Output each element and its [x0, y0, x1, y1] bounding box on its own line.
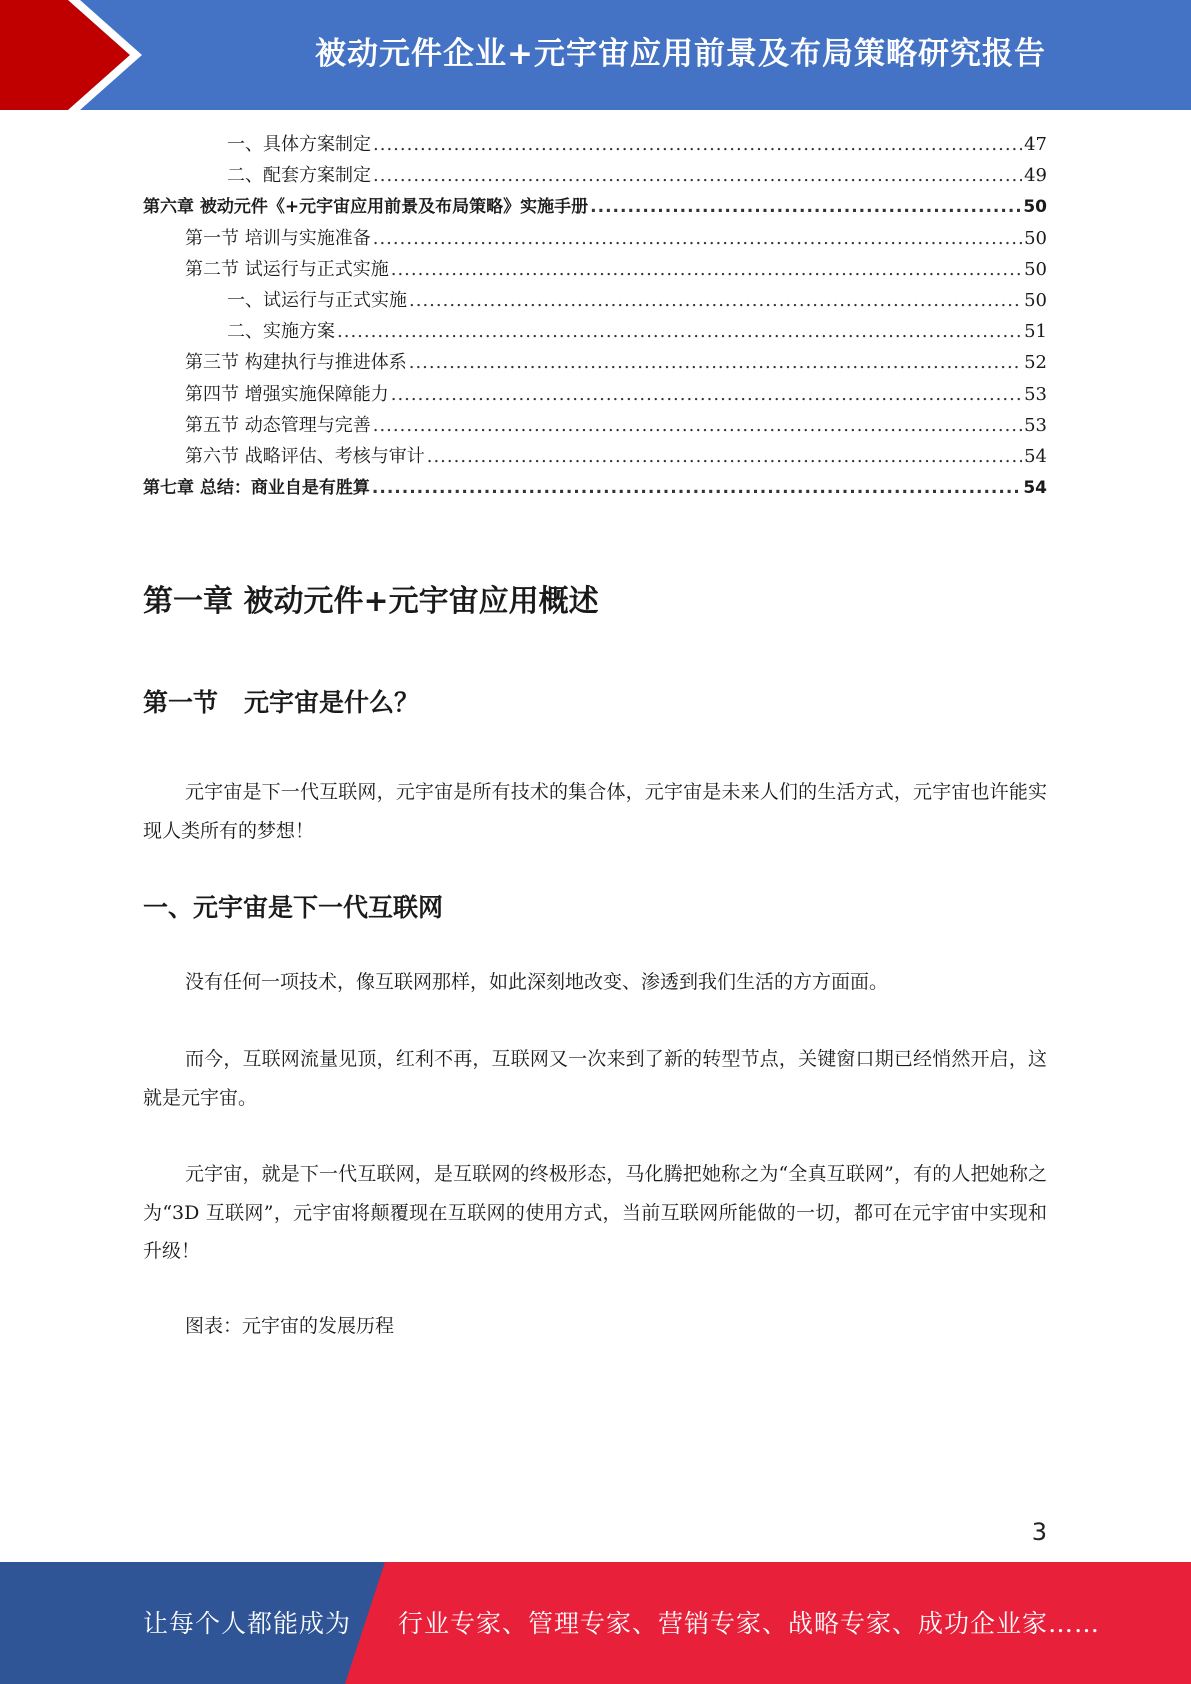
toc-entry-page: 54	[1023, 478, 1047, 499]
toc-entry[interactable]	[143, 130, 1047, 161]
toc-leader-dots	[373, 134, 1022, 155]
toc-entry[interactable]	[143, 286, 1047, 317]
toc-entry-title: 一、试运行与正式实施	[227, 289, 407, 311]
header-arrow-decoration	[0, 0, 160, 110]
toc-entry[interactable]	[143, 348, 1047, 379]
page-footer	[0, 1562, 1191, 1684]
toc-entry[interactable]	[143, 255, 1047, 286]
toc-entry-title: 二、配套方案制定	[227, 165, 371, 187]
toc-entry-page: 51	[1024, 321, 1047, 343]
toc-entry-page: 49	[1024, 165, 1047, 187]
section-number: 第一节	[143, 688, 219, 717]
toc-entry-page: 53	[1024, 414, 1047, 436]
toc-entry[interactable]	[143, 442, 1047, 473]
toc-entry-title: 第六章 被动元件《+元宇宙应用前景及布局策略》实施手册	[143, 197, 589, 218]
toc-entry-title: 第六节 战略评估、考核与审计	[185, 445, 425, 467]
section-name: 元宇宙是什么？	[244, 688, 420, 717]
toc-entry-title: 第二节 试运行与正式实施	[185, 258, 389, 280]
toc-entry-page: 53	[1024, 383, 1047, 405]
toc-leader-dots	[391, 384, 1022, 405]
toc-leader-dots	[391, 259, 1022, 280]
toc-entry[interactable]	[143, 224, 1047, 255]
toc-entry-page: 50	[1024, 227, 1047, 249]
toc-leader-dots	[409, 290, 1022, 311]
toc-entry[interactable]	[143, 411, 1047, 442]
toc-leader-dots	[373, 228, 1022, 249]
toc-leader-dots	[427, 446, 1022, 467]
toc-leader-dots	[373, 165, 1022, 186]
toc-entry-page: 50	[1024, 289, 1047, 311]
page-number: 3	[1031, 1518, 1047, 1546]
footer-slogan-right: 行业专家、管理专家、营销专家、战略专家、成功企业家……	[398, 1609, 1101, 1638]
toc-entry-title: 第七章 总结：商业自是有胜算	[143, 478, 370, 499]
toc-leader-dots	[373, 415, 1022, 436]
toc-leader-dots	[409, 352, 1022, 373]
toc-entry[interactable]	[143, 380, 1047, 411]
footer-slogan-left: 让每个人都能成为	[143, 1609, 352, 1638]
paragraph-2: 而今，互联网流量见顶，红利不再，互联网又一次来到了新的转型节点，关键窗口期已经悄然开启，这就是元宇宙。	[143, 1048, 1047, 1109]
toc-entry-title: 第五节 动态管理与完善	[185, 414, 371, 436]
toc-entry-title: 第一节 培训与实施准备	[185, 227, 371, 249]
toc-entry[interactable]	[143, 192, 1047, 223]
toc-entry-title: 一、具体方案制定	[227, 134, 371, 155]
paragraph-1: 没有任何一项技术，像互联网那样，如此深刻地改变、渗透到我们生活的方方面面。	[185, 971, 889, 993]
table-of-contents	[143, 130, 1047, 504]
toc-entry-title: 第四节 增强实施保障能力	[185, 383, 389, 405]
figure-caption: 图表：元宇宙的发展历程	[185, 1315, 395, 1337]
toc-leader-dots	[590, 197, 1021, 217]
toc-entry-title: 第三节 构建执行与推进体系	[185, 352, 407, 374]
toc-entry[interactable]	[143, 473, 1047, 504]
report-title: 被动元件企业+元宇宙应用前景及布局策略研究报告	[315, 36, 1046, 72]
chapter-title: 第一章 被动元件+元宇宙应用概述	[143, 584, 599, 619]
toc-entry-page: 50	[1023, 197, 1047, 218]
toc-entry-page: 52	[1024, 352, 1047, 374]
toc-leader-dots	[372, 478, 1021, 498]
toc-entry[interactable]	[143, 161, 1047, 192]
paragraph-3: 元宇宙，就是下一代互联网，是互联网的终极形态，马化腾把她称之为“全真互联网”，有的人把她称之为“3D 互联网”，元宇宙将颠覆现在互联网的使用方式，当前互联网所能做的一切，都可在元宇宙中实现和升级！	[143, 1163, 1047, 1262]
toc-leader-dots	[337, 321, 1022, 342]
page-header	[0, 0, 1191, 110]
toc-entry-page: 54	[1024, 445, 1047, 467]
toc-entry[interactable]	[143, 317, 1047, 348]
toc-entry-title: 二、实施方案	[227, 321, 335, 343]
subsection-title: 一、元宇宙是下一代互联网	[143, 893, 444, 922]
toc-entry-page: 47	[1024, 134, 1047, 155]
toc-entry-page: 50	[1024, 258, 1047, 280]
intro-paragraph: 元宇宙是下一代互联网，元宇宙是所有技术的集合体，元宇宙是未来人们的生活方式，元宇宙也许能实现人类所有的梦想！	[143, 781, 1047, 842]
section-title	[143, 683, 419, 719]
